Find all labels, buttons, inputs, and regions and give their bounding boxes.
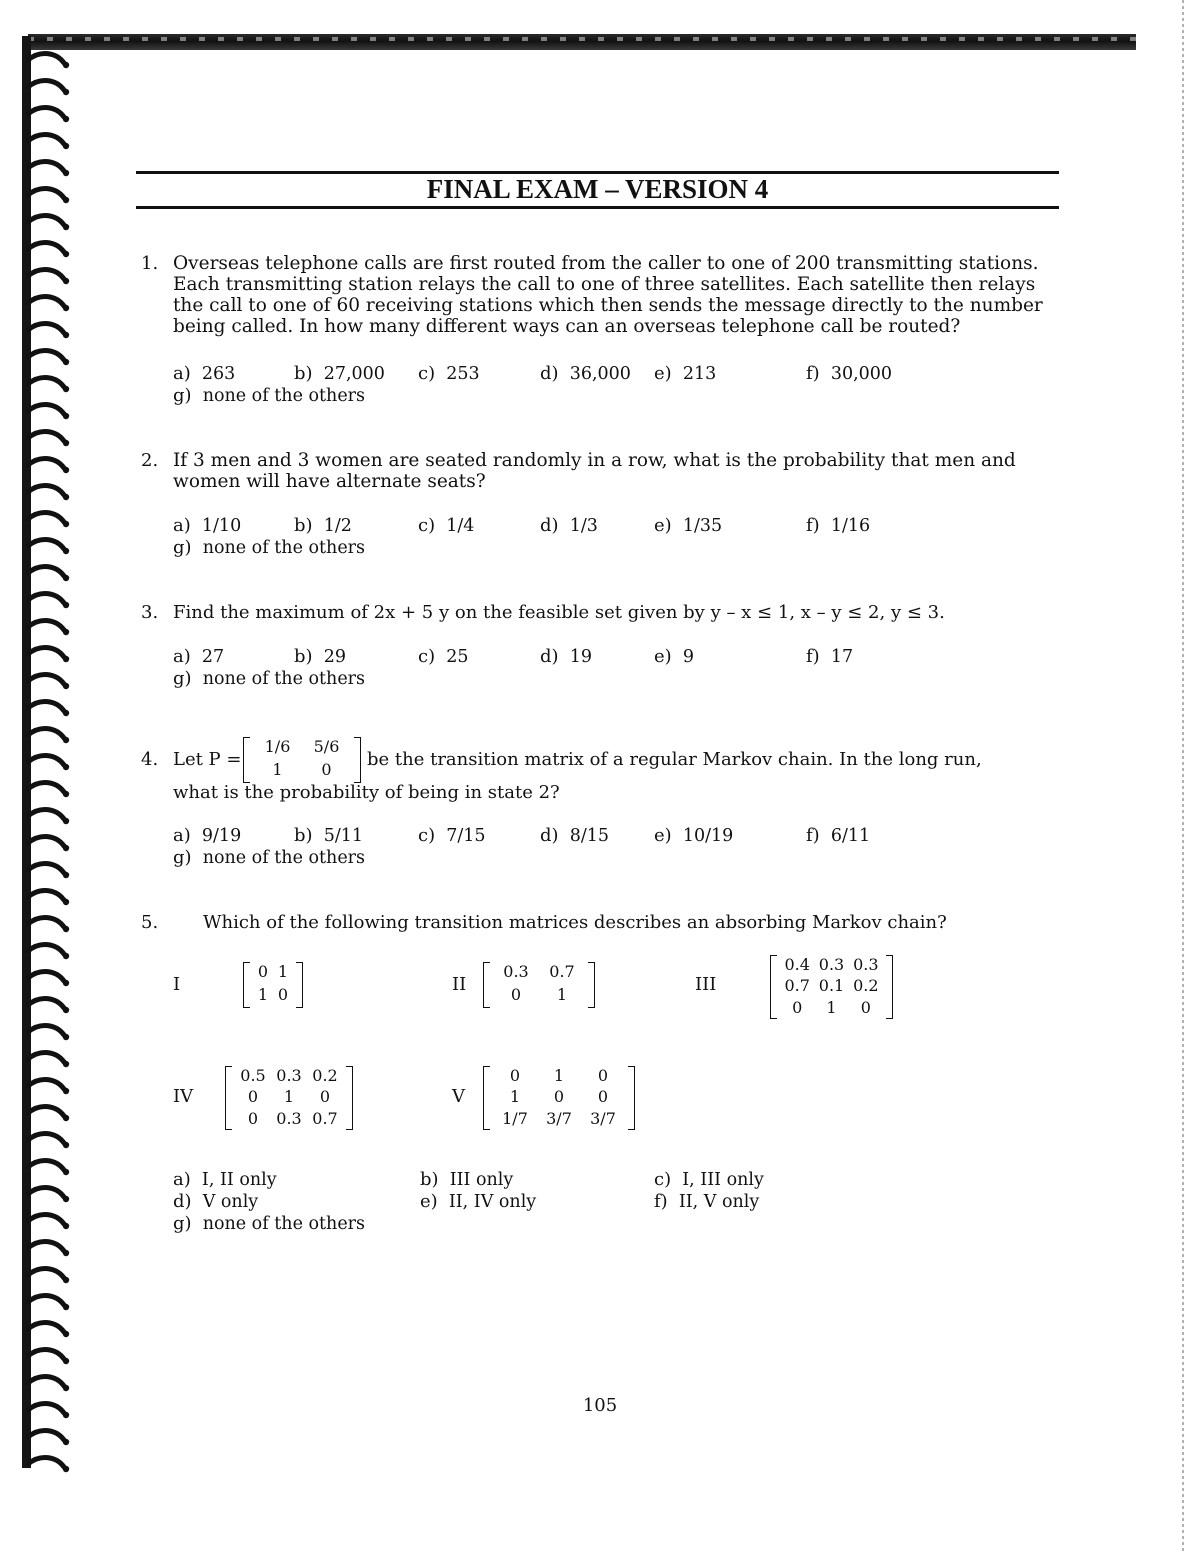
matrix-cell: 0: [277, 985, 289, 1004]
binding-hole: [63, 1034, 69, 1040]
option-value: 1/4: [446, 516, 475, 536]
spiral-coil: [28, 702, 64, 711]
option-label: a): [173, 646, 191, 667]
spiral-coil: [28, 729, 64, 738]
matrix-cell: 0: [319, 1087, 331, 1107]
answer-option-b[interactable]: [294, 363, 385, 385]
option-value: 7/15: [446, 826, 486, 846]
spiral-coil: [28, 1188, 64, 1197]
option-label: e): [654, 646, 672, 667]
answer-option-a[interactable]: [173, 646, 224, 668]
spiral-coil: [28, 243, 64, 252]
matrix-cell: 1: [826, 997, 837, 1017]
option-label: f): [654, 1191, 668, 1212]
question-text-line: Which of the following transition matrices describes an absorbing Markov chain?: [203, 912, 947, 933]
binding-hole: [63, 359, 69, 365]
option-label: b): [420, 1169, 439, 1190]
binding-hole: [63, 1088, 69, 1094]
binding-hole: [63, 521, 69, 527]
question-text-line: be the transition matrix of a regular Markov chain. In the long run,: [367, 749, 982, 770]
matrix-cell: 0.7: [549, 962, 575, 981]
spiral-coil: [28, 837, 64, 846]
spiral-coil: [28, 1350, 64, 1359]
binding-hole: [63, 440, 69, 446]
spiral-binding: [26, 44, 76, 1474]
matrix-cell: 0: [257, 962, 269, 981]
spiral-coil: [28, 54, 64, 63]
answer-option-g[interactable]: [173, 1213, 365, 1235]
answer-option-e[interactable]: [654, 825, 733, 847]
spiral-coil: [28, 108, 64, 117]
option-label: c): [654, 1169, 672, 1190]
matrix-cell: 0: [510, 985, 522, 1004]
spiral-coil: [28, 1053, 64, 1062]
matrix-cell: 0: [860, 997, 871, 1017]
option-label: c): [418, 646, 436, 667]
answer-option-b[interactable]: [294, 515, 352, 537]
page-right-edge: [1182, 0, 1184, 1553]
matrix-cell: 1: [556, 985, 568, 1004]
binding-hole: [63, 656, 69, 662]
matrix-cell: 0.1: [818, 976, 845, 996]
question-text-line: being called. In how many different ways can an overseas telephone call be routed?: [173, 316, 961, 337]
question-text-line: Find the maximum of 2x + 5 y on the feasible set given by y – x ≤ 1, x – y ≤ 2, y ≤ 3.: [173, 602, 945, 623]
matrix-v: [483, 1066, 635, 1130]
option-value: 1/3: [569, 516, 598, 536]
binding-hole: [63, 764, 69, 770]
matrix-cell: 0: [247, 1087, 259, 1107]
option-label: g): [173, 537, 192, 558]
answer-option-f[interactable]: [806, 515, 870, 537]
spiral-coil: [28, 216, 64, 225]
spiral-coil: [28, 756, 64, 765]
matrix-cell: 0.3: [503, 962, 529, 981]
option-label: e): [654, 515, 672, 536]
spiral-coil: [28, 567, 64, 576]
option-value: none of the others: [202, 538, 366, 558]
answer-option-f[interactable]: [654, 1191, 759, 1213]
binding-hole: [63, 575, 69, 581]
matrix-iii: [770, 955, 893, 1019]
matrix-label: III: [695, 974, 717, 995]
spiral-coil: [28, 621, 64, 630]
matrix-cell: 0: [597, 1087, 609, 1107]
option-value: III only: [449, 1170, 514, 1190]
spiral-coil: [28, 972, 64, 981]
matrix-cell: 0.3: [853, 955, 879, 974]
question-text-line: what is the probability of being in state 2?: [173, 782, 560, 803]
binding-hole: [63, 1115, 69, 1121]
answer-option-c[interactable]: [654, 1169, 764, 1191]
question-number: 4.: [141, 749, 159, 770]
option-value: II, V only: [678, 1192, 760, 1212]
option-value: 36,000: [569, 364, 631, 384]
option-label: d): [540, 363, 559, 384]
question-text-line: If 3 men and 3 women are seated randomly in a row, what is the probability that men and: [173, 450, 1016, 471]
spiral-coil: [28, 1296, 64, 1305]
binding-hole: [63, 1250, 69, 1256]
option-value: 29: [323, 647, 346, 667]
binding-hole: [63, 494, 69, 500]
matrix-cell: 0.5: [240, 1066, 266, 1085]
option-label: b): [294, 825, 313, 846]
option-value: 9: [682, 647, 694, 667]
matrix-label: V: [452, 1086, 465, 1107]
matrix-cell: 0.4: [784, 955, 810, 974]
spiral-coil: [28, 486, 64, 495]
binding-hole: [63, 926, 69, 932]
binding-hole: [63, 1142, 69, 1148]
spiral-coil: [28, 378, 64, 387]
spiral-coil: [28, 1404, 64, 1413]
answer-option-c[interactable]: [418, 363, 480, 385]
matrix-cell: 0.3: [818, 955, 845, 974]
matrix-cell: 0: [792, 997, 803, 1017]
option-label: d): [540, 646, 559, 667]
answer-option-a[interactable]: [173, 1169, 277, 1191]
binding-hole: [63, 791, 69, 797]
option-label: f): [806, 515, 820, 536]
binding-hole: [63, 467, 69, 473]
answer-option-d[interactable]: [540, 515, 598, 537]
matrix-cell: 3/7: [590, 1108, 616, 1128]
binding-hole: [63, 305, 69, 311]
option-value: 17: [830, 647, 854, 667]
matrix-cell: 0: [321, 760, 332, 779]
option-label: d): [540, 515, 559, 536]
option-value: 19: [569, 647, 592, 667]
question-text-line: women will have alternate seats?: [173, 471, 486, 492]
spiral-coil: [28, 1431, 64, 1440]
binding-hole: [63, 386, 69, 392]
spiral-coil: [28, 351, 64, 360]
answer-option-d[interactable]: [540, 363, 631, 385]
transition-matrix-p: [243, 737, 361, 783]
answer-option-d[interactable]: [173, 1191, 258, 1213]
question-text-line: Each transmitting station relays the call to one of three satellites. Each satellite then relays: [173, 274, 1036, 295]
matrix-i: [243, 962, 303, 1008]
option-value: none of the others: [202, 848, 366, 868]
title-rule-bottom: [136, 206, 1059, 209]
binding-hole: [63, 89, 69, 95]
option-label: g): [173, 385, 192, 406]
question-number: 1.: [141, 253, 159, 274]
option-value: 5/11: [323, 826, 363, 846]
matrix-cell: 1: [272, 760, 283, 779]
binding-top-band: [28, 34, 1136, 50]
binding-hole: [63, 1385, 69, 1391]
option-label: f): [806, 646, 820, 667]
option-label: g): [173, 668, 192, 689]
option-label: g): [173, 1213, 192, 1234]
binding-hole: [63, 278, 69, 284]
spiral-coil: [28, 513, 64, 522]
spiral-coil: [28, 810, 64, 819]
binding-hole: [63, 116, 69, 122]
option-label: a): [173, 825, 191, 846]
answer-option-b[interactable]: [420, 1169, 513, 1191]
spiral-coil: [28, 1080, 64, 1089]
binding-hole: [63, 1277, 69, 1283]
matrix-cell: 1: [509, 1087, 521, 1107]
binding-hole: [63, 1331, 69, 1337]
answer-option-d[interactable]: [540, 646, 592, 668]
page-title: FINAL EXAM – VERSION 4: [426, 174, 769, 204]
answer-option-c[interactable]: [418, 646, 469, 668]
matrix-cell: 0.3: [276, 1066, 302, 1085]
spiral-coil: [28, 270, 64, 279]
binding-hole: [63, 737, 69, 743]
option-value: 6/11: [830, 826, 871, 846]
answer-option-d[interactable]: [540, 825, 609, 847]
matrix-cell: 0: [553, 1087, 565, 1107]
option-value: V only: [202, 1192, 259, 1212]
answer-option-e[interactable]: [654, 363, 716, 385]
question-text-line: the call to one of 60 receiving stations which then sends the message directly to the number: [173, 295, 1043, 316]
option-value: 213: [682, 364, 717, 384]
matrix-ii: [483, 962, 595, 1008]
option-value: II, IV only: [448, 1192, 537, 1212]
binding-hole: [63, 1007, 69, 1013]
question-number: 3.: [141, 602, 159, 623]
matrix-cell: 0: [509, 1066, 521, 1085]
option-value: 27,000: [323, 364, 385, 384]
option-label: e): [654, 825, 672, 846]
binding-hole: [63, 143, 69, 149]
spiral-coil: [28, 297, 64, 306]
spiral-coil: [28, 540, 64, 549]
binding-hole: [63, 1439, 69, 1445]
question-number: 5.: [141, 912, 159, 933]
spiral-coil: [28, 918, 64, 927]
binding-hole: [63, 683, 69, 689]
spiral-coil: [28, 945, 64, 954]
option-value: 25: [446, 647, 469, 667]
spiral-coil: [28, 891, 64, 900]
matrix-cell: 1: [277, 962, 289, 981]
spiral-coil: [28, 864, 64, 873]
answer-option-b[interactable]: [294, 825, 363, 847]
answer-option-c[interactable]: [418, 515, 474, 537]
matrix-cell: 3/7: [546, 1108, 572, 1128]
binding-hole: [63, 629, 69, 635]
option-label: f): [806, 363, 820, 384]
option-value: 1/2: [323, 516, 352, 536]
matrix-cell: 1: [257, 985, 269, 1004]
answer-option-f[interactable]: [806, 825, 870, 847]
option-label: e): [420, 1191, 438, 1212]
spiral-coil: [28, 1377, 64, 1386]
binding-hole: [63, 1196, 69, 1202]
spiral-coil: [28, 648, 64, 657]
matrix-label: IV: [173, 1086, 194, 1107]
spiral-coil: [28, 189, 64, 198]
matrix-cell: 1/7: [502, 1108, 528, 1128]
binding-hole: [63, 170, 69, 176]
page-number: 105: [582, 1395, 618, 1416]
option-label: b): [294, 515, 313, 536]
spiral-coil: [28, 999, 64, 1008]
binding-hole: [63, 332, 69, 338]
option-label: d): [540, 825, 559, 846]
question-text-line: Overseas telephone calls are first routed from the caller to one of 200 transmitting stations.: [173, 253, 1039, 274]
spiral-coil: [28, 135, 64, 144]
option-value: 30,000: [830, 364, 893, 384]
option-value: 1/16: [830, 516, 871, 536]
option-value: 1/35: [682, 516, 723, 536]
spiral-coil: [28, 162, 64, 171]
matrix-cell: 1/6: [264, 737, 291, 756]
option-value: 9/19: [201, 826, 242, 846]
answer-option-e[interactable]: [420, 1191, 536, 1213]
spiral-coil: [28, 81, 64, 90]
binding-hole: [63, 224, 69, 230]
spiral-coil: [28, 432, 64, 441]
binding-hole: [63, 413, 69, 419]
matrix-cell: 1: [283, 1087, 295, 1107]
binding-hole: [63, 1358, 69, 1364]
matrix-label: II: [452, 974, 467, 995]
binding-hole: [63, 548, 69, 554]
option-label: e): [654, 363, 672, 384]
spiral-coil: [28, 594, 64, 603]
binding-hole: [63, 710, 69, 716]
option-value: 1/10: [201, 516, 242, 536]
answer-option-e[interactable]: [654, 646, 694, 668]
matrix-intro-text: Let P =: [173, 749, 242, 770]
option-label: b): [294, 646, 313, 667]
matrix-cell: 0.2: [853, 976, 879, 996]
matrix-cell: 0.7: [784, 976, 810, 996]
matrix-cell: 0.3: [276, 1108, 302, 1128]
answer-option-b[interactable]: [294, 646, 346, 668]
answer-option-g[interactable]: [173, 668, 365, 690]
binding-hole: [63, 1223, 69, 1229]
spiral-coil: [28, 459, 64, 468]
spiral-coil: [28, 324, 64, 333]
option-value: 10/19: [682, 826, 734, 846]
binding-hole: [63, 197, 69, 203]
matrix-label: I: [173, 974, 181, 995]
option-value: none of the others: [202, 386, 366, 406]
answer-option-f[interactable]: [806, 363, 892, 385]
spiral-coil: [28, 1026, 64, 1035]
answer-option-g[interactable]: [173, 847, 365, 869]
spiral-coil: [28, 1242, 64, 1251]
option-value: none of the others: [202, 1214, 366, 1234]
spiral-coil: [28, 1269, 64, 1278]
matrix-cell: 1: [553, 1066, 565, 1085]
answer-option-g[interactable]: [173, 385, 365, 407]
answer-option-f[interactable]: [806, 646, 853, 668]
binding-hole: [63, 251, 69, 257]
answer-option-a[interactable]: [173, 825, 241, 847]
binding-hole: [63, 953, 69, 959]
binding-hole: [63, 1466, 69, 1472]
binding-hole: [63, 872, 69, 878]
option-label: a): [173, 515, 191, 536]
spiral-coil: [28, 1458, 64, 1467]
option-label: g): [173, 847, 192, 868]
answer-option-a[interactable]: [173, 515, 241, 537]
matrix-cell: 0: [247, 1108, 259, 1128]
spiral-coil: [28, 675, 64, 684]
binding-hole: [63, 1169, 69, 1175]
answer-option-e[interactable]: [654, 515, 722, 537]
option-value: 263: [201, 364, 236, 384]
answer-option-a[interactable]: [173, 363, 235, 385]
answer-option-g[interactable]: [173, 537, 365, 559]
option-label: d): [173, 1191, 192, 1212]
option-label: c): [418, 825, 436, 846]
option-value: I, II only: [201, 1170, 277, 1190]
binding-hole: [63, 818, 69, 824]
option-label: c): [418, 363, 436, 384]
matrix-cell: 5/6: [313, 737, 340, 756]
binding-hole: [63, 980, 69, 986]
matrix-cell: 0.7: [312, 1108, 338, 1128]
binding-hole: [63, 62, 69, 68]
spiral-coil: [28, 783, 64, 792]
option-value: 8/15: [569, 826, 609, 846]
question-number: 2.: [141, 450, 159, 471]
binding-hole: [63, 602, 69, 608]
option-label: a): [173, 363, 191, 384]
spiral-coil: [28, 1107, 64, 1116]
option-label: a): [173, 1169, 191, 1190]
matrix-cell: 0: [597, 1066, 609, 1085]
spiral-coil: [28, 405, 64, 414]
binding-hole: [63, 1304, 69, 1310]
binding-hole: [63, 899, 69, 905]
option-value: 253: [446, 364, 480, 384]
matrix-iv: [225, 1066, 353, 1130]
option-value: none of the others: [202, 669, 366, 689]
option-label: c): [418, 515, 436, 536]
matrix-cell: 0.2: [312, 1066, 338, 1085]
spiral-coil: [28, 1323, 64, 1332]
option-label: b): [294, 363, 313, 384]
option-value: 27: [201, 647, 225, 667]
binding-hole: [63, 845, 69, 851]
spiral-coil: [28, 1215, 64, 1224]
option-label: f): [806, 825, 820, 846]
spiral-coil: [28, 1134, 64, 1143]
option-value: I, III only: [682, 1170, 764, 1190]
binding-hole: [63, 1061, 69, 1067]
binding-hole: [63, 1412, 69, 1418]
answer-option-c[interactable]: [418, 825, 486, 847]
spiral-coil: [28, 1161, 64, 1170]
